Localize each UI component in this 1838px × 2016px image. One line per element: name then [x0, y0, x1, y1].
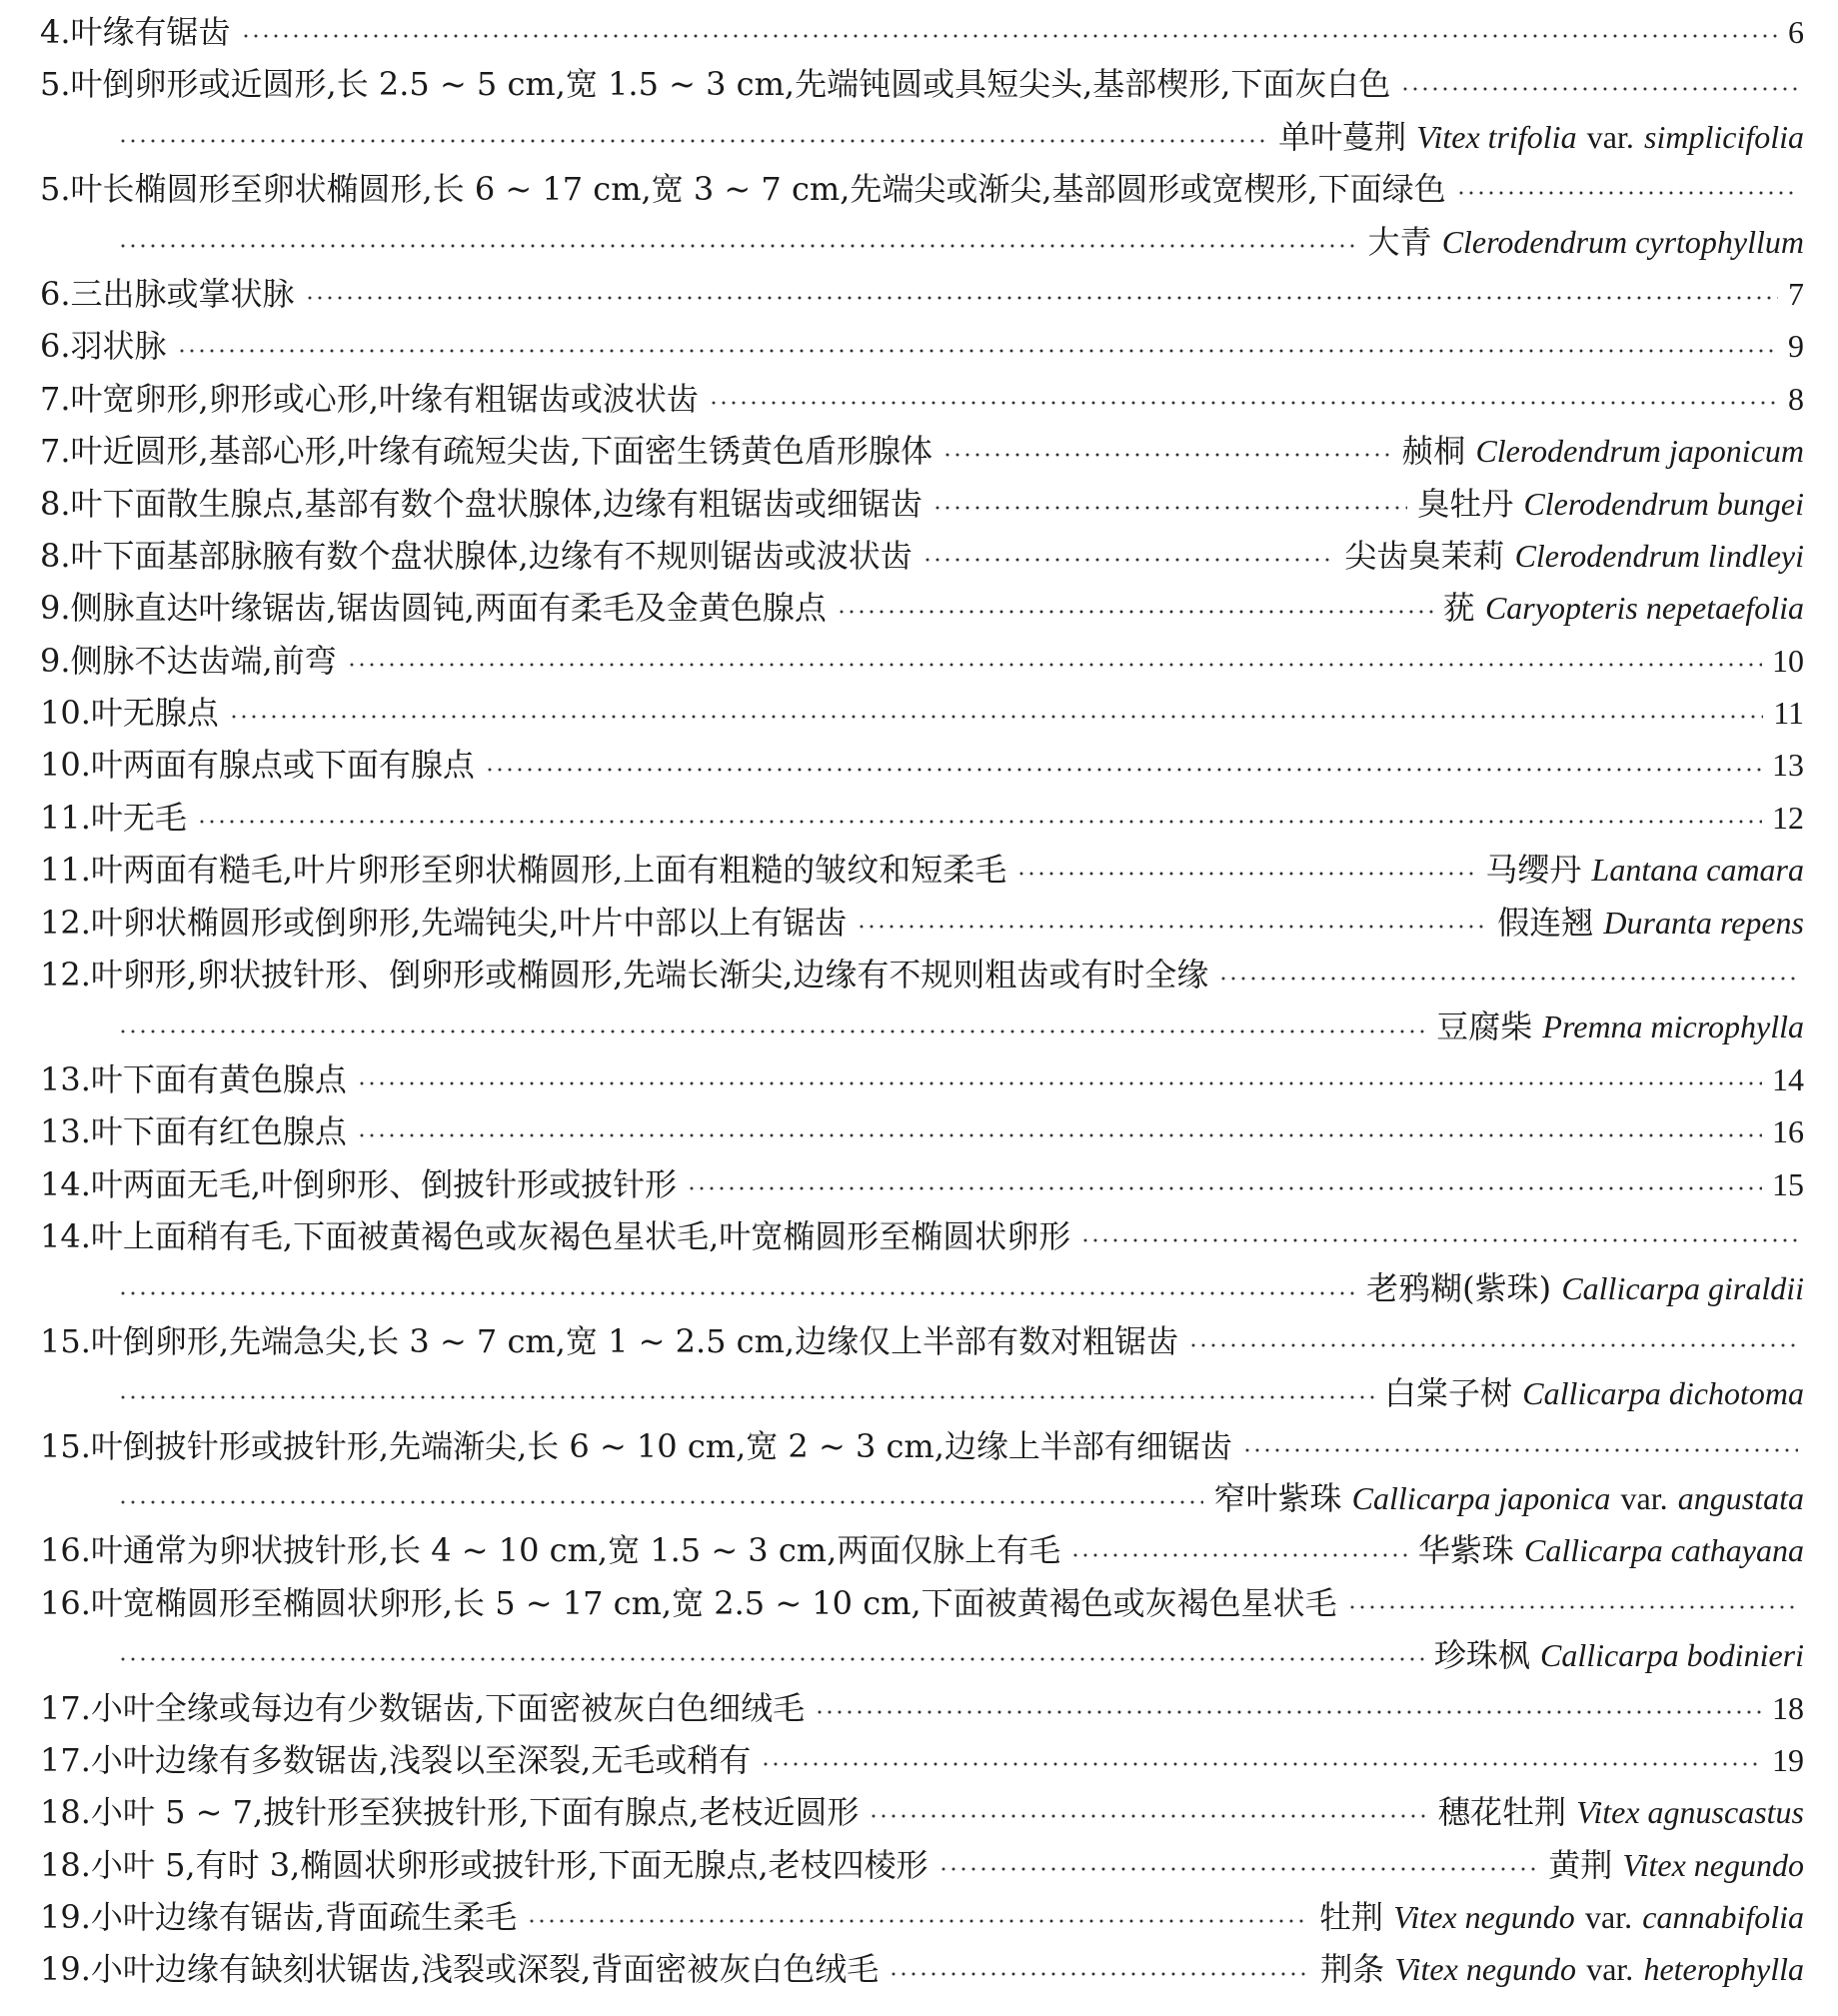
entry-ref: 15	[1772, 1165, 1804, 1202]
species-name	[1497, 897, 1804, 949]
species-cn: 赪桐	[1401, 432, 1466, 471]
species-sci: Clerodendrum lindleyi	[1514, 537, 1804, 574]
dot-leader	[1080, 1237, 1798, 1243]
entry-number: 16.	[40, 1531, 91, 1570]
species-sci: Callicarpa japonica	[1351, 1479, 1611, 1516]
entry-number: 12.	[40, 956, 91, 995]
entry-text: 叶下面基部脉腋有数个盘状腺体,边缘有不规则锯齿或波状齿	[70, 536, 913, 575]
species-cn: 荆条	[1320, 1950, 1385, 1989]
species-sci: Callicarpa cathayana	[1524, 1532, 1804, 1569]
dot-leader	[527, 1918, 1309, 1924]
entry-number: 14.	[40, 1164, 91, 1203]
entry-text: 小叶边缘有缺刻状锯齿,浅裂或深裂,背面密被灰白色绒毛	[90, 1950, 880, 1989]
key-line-continued	[40, 111, 1804, 163]
entry-ref: 6	[1788, 14, 1804, 50]
entry-text: 叶倒卵形或近圆形,长 2.5 ~ 5 cm,宽 1.5 ~ 3 cm,先端钝圆或具短尖头,基部楔形,下面灰白色	[70, 65, 1391, 104]
entry-number: 18.	[40, 1793, 91, 1832]
key-line	[40, 739, 1804, 791]
dot-leader	[118, 243, 1358, 249]
entry-number: 13.	[40, 1112, 91, 1151]
dot-leader	[305, 295, 1778, 301]
entry-number: 10.	[40, 746, 91, 785]
entry-text: 叶无腺点	[90, 694, 219, 733]
species-cn: 臭牡丹	[1417, 484, 1514, 523]
entry-number: 9.	[40, 589, 71, 628]
key-line	[40, 844, 1804, 896]
entry-ref: 11	[1773, 695, 1804, 732]
key-line	[40, 268, 1804, 320]
key-line	[40, 1420, 1804, 1472]
species-rank: var.	[1586, 1951, 1634, 1988]
entry-text: 叶卵状椭圆形或倒卵形,先端钝尖,叶片中部以上有锯齿	[90, 903, 848, 942]
species-name	[1401, 425, 1804, 477]
entry-text: 羽状脉	[70, 327, 167, 366]
species-name	[1443, 582, 1804, 634]
key-line	[40, 530, 1804, 582]
species-cn: 窄叶紫珠	[1213, 1478, 1342, 1517]
entry-text: 叶倒卵形,先端急尖,长 3 ~ 7 cm,宽 1 ~ 2.5 cm,边缘仅上半部有数对粗锯齿	[90, 1321, 1179, 1360]
key-line	[40, 1734, 1804, 1786]
entry-number: 5.	[40, 65, 71, 104]
species-name	[1438, 1786, 1804, 1838]
entry-number: 16.	[40, 1583, 91, 1622]
entry-number: 10.	[40, 694, 91, 733]
dot-leader	[1242, 1447, 1798, 1453]
key-line	[40, 687, 1804, 739]
species-name	[1278, 111, 1804, 163]
species-name	[1366, 1262, 1804, 1314]
key-line	[40, 1524, 1804, 1576]
entry-ref: 7	[1788, 275, 1804, 312]
dot-leader	[922, 557, 1335, 563]
dot-leader	[357, 1132, 1762, 1138]
entry-text: 三出脉或掌状脉	[70, 274, 295, 313]
entry-ref: 10	[1772, 642, 1804, 679]
dot-leader	[118, 138, 1268, 144]
dot-leader	[241, 33, 1778, 39]
entry-number: 6.	[40, 327, 71, 366]
entry-ref: 13	[1772, 747, 1804, 784]
key-line	[40, 163, 1804, 215]
entry-number: 12.	[40, 903, 91, 942]
species-cn: 马缨丹	[1485, 851, 1582, 890]
entry-text: 叶两面有糙毛,叶片卵形至卵状椭圆形,上面有粗糙的皱纹和短柔毛	[90, 851, 1007, 890]
key-line-continued	[40, 1262, 1804, 1314]
entry-text: 侧脉不达齿端,前弯	[70, 641, 337, 680]
key-line	[40, 373, 1804, 425]
dot-leader	[357, 1080, 1762, 1086]
key-line	[40, 1682, 1804, 1734]
species-sci: Vitex negundo	[1394, 1951, 1577, 1988]
species-name	[1485, 844, 1804, 896]
key-line	[40, 1315, 1804, 1367]
dot-leader	[761, 1761, 1762, 1767]
species-cn: 假连翘	[1497, 903, 1594, 942]
species-sci: Clerodendrum bungei	[1523, 485, 1804, 522]
entry-text: 叶卵形,卵状披针形、倒卵形或椭圆形,先端长渐尖,边缘有不规则粗齿或有时全缘	[90, 956, 1209, 995]
entry-text: 叶缘有锯齿	[70, 13, 231, 51]
species-name	[1548, 1839, 1804, 1891]
key-line	[40, 1891, 1804, 1943]
entry-text: 叶下面有黄色腺点	[90, 1059, 347, 1098]
dot-leader	[118, 1394, 1374, 1400]
key-line-continued	[40, 1367, 1804, 1419]
key-line	[40, 897, 1804, 949]
dot-leader	[347, 662, 1762, 668]
species-name	[1344, 530, 1804, 582]
entry-text: 叶长椭圆形至卵状椭圆形,长 6 ~ 17 cm,宽 3 ~ 7 cm,先端尖或渐尖,基部圆形或宽楔形,下面绿色	[70, 170, 1446, 209]
entry-number: 15.	[40, 1321, 91, 1360]
entry-text: 小叶全缘或每边有少数锯齿,下面密被灰白色细绒毛	[90, 1688, 806, 1727]
species-infra: simplicifolia	[1644, 118, 1804, 155]
key-line	[40, 478, 1804, 530]
entry-text: 叶无毛	[90, 798, 187, 837]
species-sci: Lantana camara	[1591, 852, 1804, 889]
entry-number: 14.	[40, 1216, 91, 1255]
species-name	[1319, 1891, 1804, 1943]
entry-number: 17.	[40, 1740, 91, 1779]
entry-text: 叶宽椭圆形至椭圆状卵形,长 5 ~ 17 cm,宽 2.5 ~ 10 cm,下面被黄褐色或灰褐色星状毛	[90, 1583, 1337, 1622]
species-sci: Vitex agnuscastus	[1576, 1794, 1804, 1831]
species-name	[1436, 1001, 1804, 1052]
entry-number: 8.	[40, 536, 71, 575]
key-line	[40, 58, 1804, 110]
entry-number: 11.	[40, 851, 91, 890]
entry-number: 19.	[40, 1950, 91, 1989]
entry-text: 侧脉直达叶缘锯齿,锯齿圆钝,两面有柔毛及金黄色腺点	[70, 589, 827, 628]
key-line	[40, 6, 1804, 58]
species-name	[1434, 1629, 1804, 1681]
species-cn: 黄荆	[1548, 1845, 1613, 1884]
species-sci: Callicarpa bodinieri	[1540, 1637, 1804, 1674]
key-line-continued	[40, 1001, 1804, 1052]
key-line	[40, 1053, 1804, 1105]
dot-leader	[709, 400, 1778, 406]
entry-number: 9.	[40, 641, 71, 680]
dot-leader	[485, 767, 1762, 773]
species-sci: Vitex negundo	[1393, 1899, 1575, 1936]
dot-leader	[815, 1709, 1762, 1715]
entry-text: 叶通常为卵状披针形,长 4 ~ 10 cm,宽 1.5 ~ 3 cm,两面仅脉上有毛	[90, 1531, 1061, 1570]
species-infra: cannabifolia	[1642, 1899, 1804, 1936]
key-line	[40, 425, 1804, 477]
entry-text: 叶下面散生腺点,基部有数个盘状腺体,边缘有粗锯齿或细锯齿	[70, 484, 922, 523]
species-cn: 珍珠枫	[1433, 1636, 1530, 1675]
entry-text: 叶宽卵形,卵形或心形,叶缘有粗锯齿或波状齿	[70, 379, 699, 418]
entry-text: 叶近圆形,基部心形,叶缘有疏短尖齿,下面密生锈黄色盾形腺体	[70, 432, 933, 471]
species-cn: 莸	[1442, 589, 1475, 628]
species-cn: 穗花牡荆	[1438, 1793, 1567, 1832]
entry-number: 7.	[40, 432, 71, 471]
species-rank: var.	[1586, 118, 1634, 155]
dot-leader	[1016, 871, 1475, 877]
species-cn: 华紫珠	[1417, 1531, 1514, 1570]
species-sci: Clerodendrum japonicum	[1475, 433, 1804, 470]
dot-leader	[118, 1499, 1203, 1505]
species-cn: 大青	[1367, 222, 1432, 261]
key-line	[40, 320, 1804, 372]
entry-text: 小叶 5 ~ 7,披针形至狭披针形,下面有腺点,老枝近圆形	[90, 1793, 860, 1832]
dot-leader	[1400, 86, 1798, 92]
species-name	[1417, 478, 1804, 530]
species-sci: Callicarpa giraldii	[1561, 1270, 1804, 1307]
species-name	[1384, 1367, 1804, 1419]
species-sci: Caryopteris nepetaefolia	[1484, 590, 1804, 627]
species-cn: 老鸦糊(紫珠)	[1366, 1269, 1552, 1308]
entry-text: 小叶 5,有时 3,椭圆状卵形或披针形,下面无腺点,老枝四棱形	[90, 1845, 928, 1884]
dot-leader	[1218, 976, 1798, 982]
dot-leader	[229, 714, 1763, 720]
species-rank: var.	[1584, 1899, 1633, 1936]
species-name	[1213, 1472, 1804, 1524]
dot-leader	[118, 1290, 1356, 1296]
entry-ref: 19	[1772, 1741, 1804, 1778]
key-line-continued	[40, 216, 1804, 268]
dot-leader	[1456, 190, 1798, 196]
dot-leader	[869, 1813, 1428, 1819]
entry-number: 7.	[40, 379, 71, 418]
key-line	[40, 1105, 1804, 1157]
key-line-continued	[40, 1472, 1804, 1524]
entry-ref: 18	[1772, 1689, 1804, 1726]
entry-text: 叶两面有腺点或下面有腺点	[90, 746, 475, 785]
species-cn: 牡荆	[1319, 1898, 1384, 1937]
species-infra: heterophylla	[1643, 1951, 1804, 1988]
dot-leader	[942, 452, 1391, 458]
entry-text: 小叶边缘有锯齿,背面疏生柔毛	[90, 1898, 518, 1937]
entry-number: 15.	[40, 1426, 91, 1465]
species-rank: var.	[1620, 1479, 1668, 1516]
dot-leader	[1347, 1604, 1798, 1610]
entry-number: 11.	[40, 798, 91, 837]
entry-number: 6.	[40, 274, 71, 313]
key-line	[40, 582, 1804, 634]
entry-ref: 8	[1788, 380, 1804, 417]
dot-leader	[857, 924, 1487, 930]
dot-leader	[687, 1185, 1762, 1191]
entry-number: 8.	[40, 484, 71, 523]
species-cn: 尖齿臭茉莉	[1344, 536, 1505, 575]
entry-number: 5.	[40, 170, 71, 209]
entry-number: 13.	[40, 1059, 91, 1098]
entry-number: 17.	[40, 1688, 91, 1727]
species-sci: Vitex negundo	[1622, 1846, 1804, 1883]
dot-leader	[932, 505, 1407, 511]
entry-text: 叶上面稍有毛,下面被黄褐色或灰褐色星状毛,叶宽椭圆形至椭圆状卵形	[90, 1216, 1071, 1255]
key-line-continued	[40, 1629, 1804, 1681]
key-line	[40, 1839, 1804, 1891]
species-cn: 豆腐柴	[1436, 1008, 1533, 1046]
dot-leader	[837, 609, 1433, 615]
dot-leader	[177, 348, 1778, 354]
species-infra: angustata	[1677, 1479, 1804, 1516]
entry-text: 叶两面无毛,叶倒卵形、倒披针形或披针形	[90, 1164, 678, 1203]
key-line	[40, 1786, 1804, 1838]
dot-leader	[1070, 1552, 1408, 1558]
dot-leader	[197, 819, 1762, 825]
entry-text: 叶下面有红色腺点	[90, 1112, 347, 1151]
species-sci: Vitex trifolia	[1416, 118, 1577, 155]
dot-leader	[118, 1656, 1424, 1662]
entry-ref: 16	[1772, 1113, 1804, 1150]
dot-leader	[938, 1866, 1539, 1872]
species-sci: Premna microphylla	[1542, 1008, 1804, 1045]
key-line	[40, 1943, 1804, 1995]
key-line	[40, 1158, 1804, 1210]
dot-leader	[889, 1971, 1310, 1977]
species-sci: Duranta repens	[1603, 904, 1804, 941]
species-sci: Clerodendrum cyrtophyllum	[1441, 223, 1804, 260]
entry-ref: 9	[1788, 328, 1804, 365]
key-line	[40, 792, 1804, 844]
species-cn: 白棠子树	[1384, 1374, 1513, 1413]
species-name	[1320, 1943, 1804, 1995]
species-cn: 单叶蔓荆	[1278, 117, 1407, 156]
key-line	[40, 949, 1804, 1001]
species-name	[1418, 1524, 1804, 1576]
dot-leader	[118, 1028, 1426, 1034]
entry-text: 小叶边缘有多数锯齿,浅裂以至深裂,无毛或稍有	[90, 1740, 752, 1779]
entry-ref: 14	[1772, 1060, 1804, 1097]
dot-leader	[1188, 1342, 1798, 1348]
entry-ref: 12	[1772, 799, 1804, 836]
key-line	[40, 1577, 1804, 1629]
species-name	[1368, 216, 1805, 268]
entry-text: 叶倒披针形或披针形,先端渐尖,长 6 ~ 10 cm,宽 2 ~ 3 cm,边缘上半部有细锯齿	[90, 1426, 1232, 1465]
key-line	[40, 635, 1804, 687]
species-sci: Callicarpa dichotoma	[1522, 1375, 1804, 1412]
entry-number: 18.	[40, 1845, 91, 1884]
key-line	[40, 1210, 1804, 1262]
entry-number: 4.	[40, 13, 71, 51]
entry-number: 19.	[40, 1898, 91, 1937]
